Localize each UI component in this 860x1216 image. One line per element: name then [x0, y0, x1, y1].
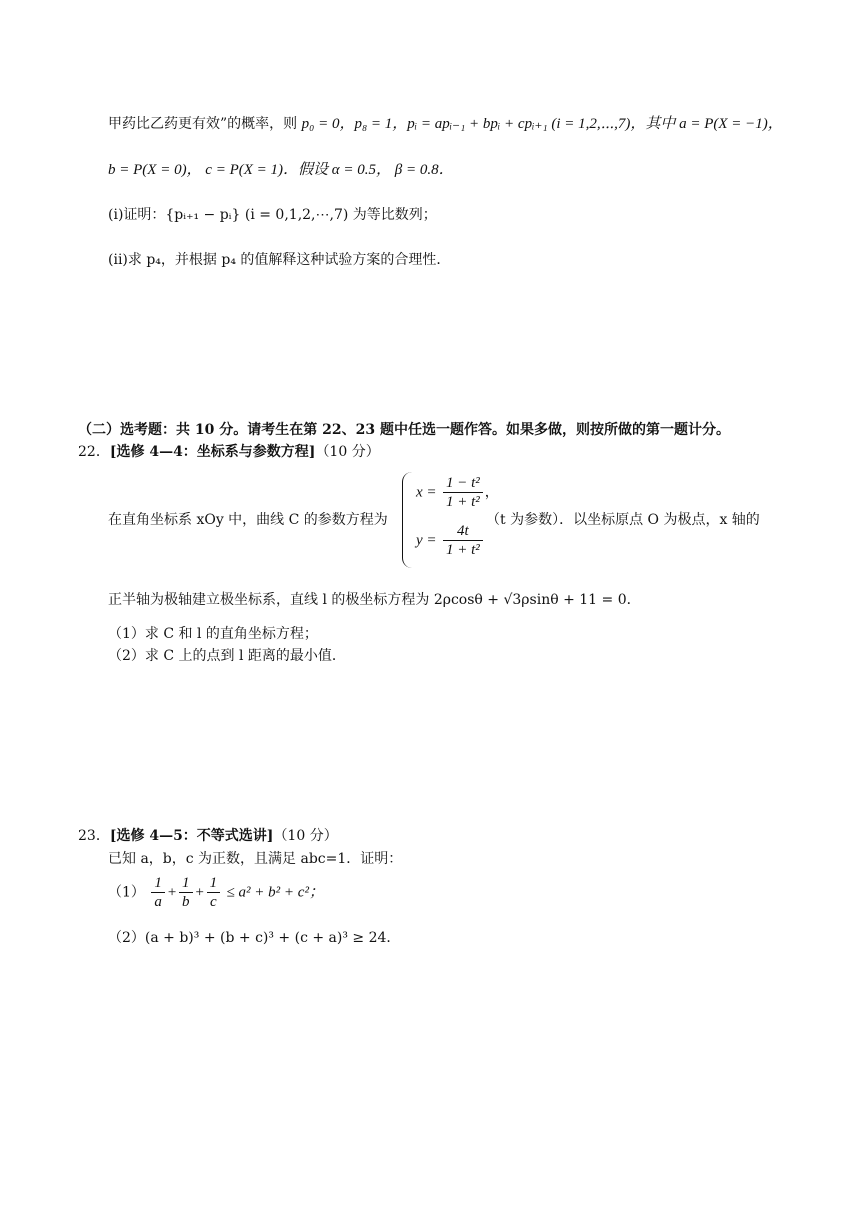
q23-part1-label: （1） [108, 884, 145, 901]
frac-b-num: 1 [179, 874, 193, 893]
q21-line1-math: p₀ = 0，p₈ = 1，pᵢ = apᵢ₋₁ + bpᵢ + cpᵢ₊₁ (i = 1,2,⋯,7)，其中 a = P(X = −1)， [301, 116, 783, 132]
frac-1-over-c [207, 874, 221, 911]
y-numerator: 4t [443, 522, 483, 541]
q22-part2: （2）求 C 上的点到 l 距离的最小值． [108, 648, 346, 664]
y-fraction [443, 522, 483, 559]
q23-number: 23． [78, 828, 110, 844]
q23-topic: [选修 4—5：不等式选讲] [109, 828, 274, 844]
q21-part-ii: (ii)求 p₄，并根据 p₄ 的值解释这种试验方案的合理性． [108, 252, 451, 268]
left-brace [402, 472, 413, 568]
x-fraction [443, 474, 483, 511]
q23-part1-rhs: ≤ a² + b² + c²； [226, 884, 324, 901]
q22-line2: 正半轴为极轴建立极坐标系，直线 l 的极坐标方程为 2ρcosθ + √3ρsinθ + 11 = 0． [108, 592, 641, 608]
x-numerator: 1 − t² [443, 474, 483, 493]
q22-title [78, 442, 380, 462]
q21-line1 [108, 114, 783, 134]
parametric-system [402, 472, 499, 568]
q22-intro-before: 在直角坐标系 xOy 中，曲线 C 的参数方程为 [108, 512, 388, 528]
section2-header: （二）选考题：共 10 分。请考生在第 22、23 题中任选一题作答。如果多做，则按所做的第一题计分。 [78, 422, 730, 438]
y-equation [416, 522, 485, 559]
frac-b-den: b [182, 894, 190, 910]
frac-a-num: 1 [151, 874, 165, 893]
x-equation [416, 474, 499, 511]
q22-points: （10 分） [315, 444, 380, 460]
y-lhs: y = [416, 532, 437, 549]
y-denominator: 1 + t² [445, 542, 480, 558]
q23-intro: 已知 a，b，c 为正数，且满足 abc=1．证明： [108, 851, 403, 867]
q22-intro-after: （t 为参数）．以坐标原点 O 为极点，x 轴的 [486, 512, 760, 528]
q21-line2: b = P(X = 0)， c = P(X = 1)．假设 α = 0.5， β = 0.8． [108, 162, 454, 178]
q22-part1: （1）求 C 和 l 的直角坐标方程； [108, 626, 318, 642]
q23-points: （10 分） [273, 828, 338, 844]
q22-topic: [选修 4—4：坐标系与参数方程] [109, 444, 316, 460]
q22-number: 22． [78, 444, 110, 460]
q21-line1-text: 甲药比乙药更有效”的概率，则 [108, 116, 298, 132]
x-denominator: 1 + t² [445, 494, 480, 510]
frac-a-den: a [154, 894, 162, 910]
q23-part2: （2）(a + b)³ + (b + c)³ + (c + a)³ ≥ 24． [108, 930, 401, 946]
x-lhs: x = [416, 484, 437, 501]
frac-c-den: c [210, 894, 217, 910]
q23-title [78, 826, 338, 846]
frac-1-over-b [179, 874, 193, 911]
frac-1-over-a [151, 874, 165, 911]
frac-c-num: 1 [207, 874, 221, 893]
q23-part1: （1） $\frac{1}{a}$ + $\frac{1}{b}$ + $\frac{1}{c}$ ≤ a² + b² + c²； [108, 875, 324, 910]
q21-part-i: (i)证明：{pᵢ₊₁ − pᵢ} (i = 0,1,2,⋯,7) 为等比数列； [108, 207, 437, 223]
x-comma: ， [484, 484, 499, 501]
